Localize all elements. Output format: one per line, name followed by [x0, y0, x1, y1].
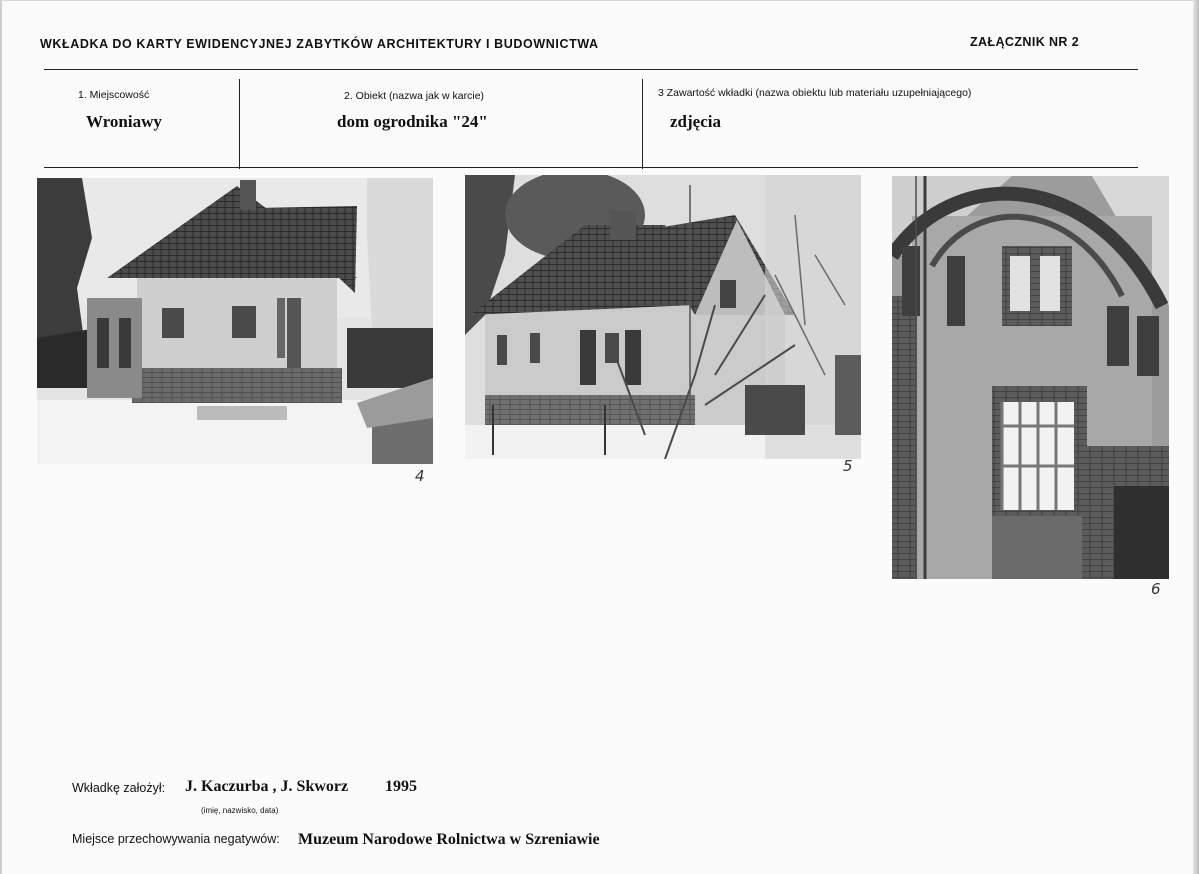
author-label: Wkładkę założył:	[72, 781, 166, 795]
photo-5-number: 5	[843, 457, 853, 475]
year-value: 1995	[385, 778, 417, 795]
contents-label: 3 Zawartość wkładki (nazwa obiektu lub materiału uzupełniającego)	[658, 87, 972, 99]
photo-4-number: 4	[415, 467, 425, 485]
author-hint: (imię, nazwisko, data)	[201, 806, 279, 815]
storage-label: Miejsce przechowywania negatywów:	[72, 832, 280, 846]
place-label: 1. Miejscowość	[78, 89, 150, 101]
header-rule-top	[44, 69, 1138, 70]
contents-value: zdjęcia	[670, 112, 721, 131]
column-divider-2	[642, 79, 643, 169]
scan-edge	[1193, 0, 1199, 874]
object-value: dom ogrodnika "24"	[337, 112, 488, 131]
authors-value: J. Kaczurba , J. Skworz	[185, 778, 349, 795]
object-label: 2. Obiekt (nazwa jak w karcie)	[344, 90, 485, 102]
document-title: WKŁADKA DO KARTY EWIDENCYJNEJ ZABYTKÓW ARCHITEKTURY I BUDOWNICTWA	[40, 37, 599, 51]
photo-5	[465, 175, 861, 459]
column-divider-1	[239, 79, 240, 169]
photo-6-number: 6	[1151, 580, 1161, 598]
storage-value: Muzeum Narodowe Rolnictwa w Szreniawie	[298, 831, 600, 848]
place-value: Wroniawy	[86, 112, 162, 131]
header-rule-bottom	[44, 167, 1138, 168]
photo-4	[37, 178, 433, 464]
attachment-number: ZAŁĄCZNIK NR 2	[970, 35, 1080, 49]
photo-6	[892, 176, 1169, 579]
